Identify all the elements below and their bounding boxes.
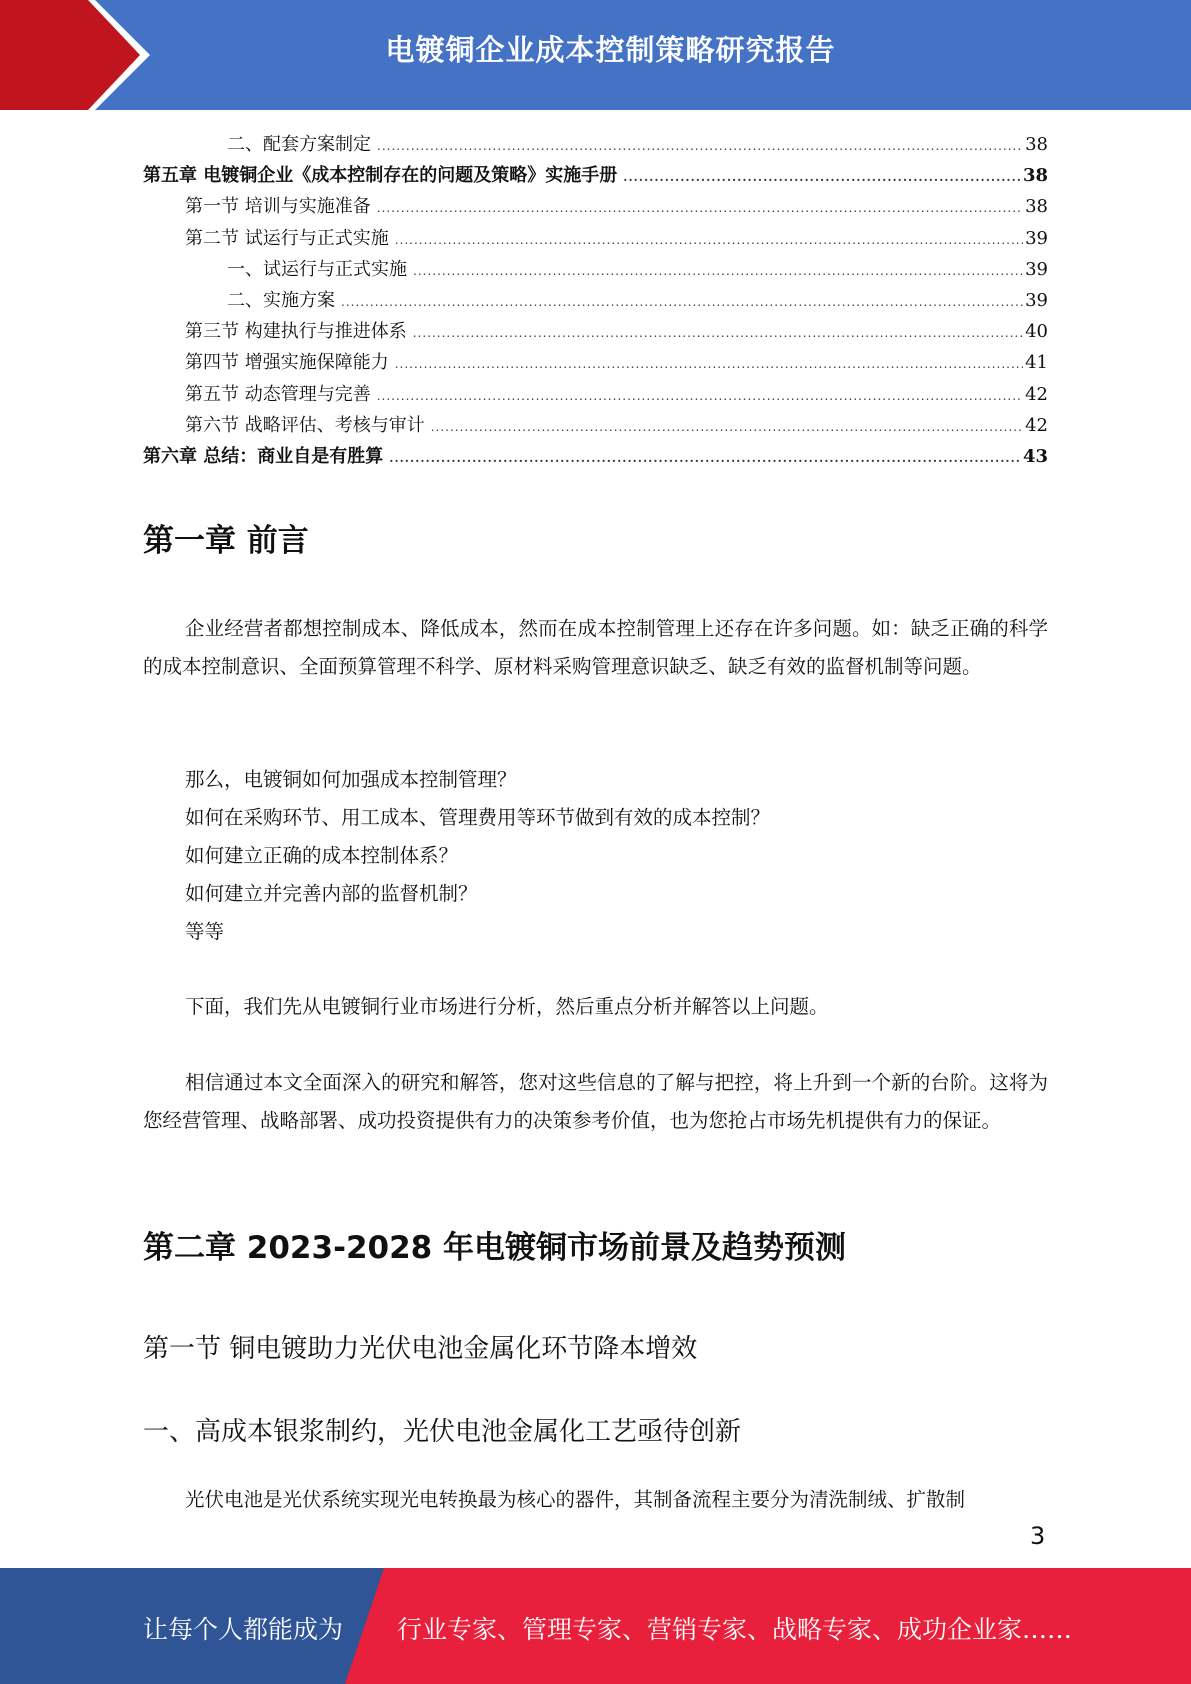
toc-leader-dots	[395, 357, 1023, 371]
toc-entry-title: 一、试运行与正式实施	[227, 258, 407, 280]
chapter-2-heading: 第二章 2023-2028 年电镀铜市场前景及趋势预测	[143, 1230, 847, 1266]
toc-entry-page: 42	[1025, 383, 1048, 405]
question-line: 那么，电镀铜如何加强成本控制管理？	[185, 768, 517, 791]
toc-entry[interactable]	[143, 255, 1048, 286]
question-line: 如何建立正确的成本控制体系？	[185, 844, 459, 867]
toc-leader-dots	[389, 451, 1021, 465]
toc-entry[interactable]	[143, 130, 1048, 161]
analysis-paragraph: 下面，我们先从电镀铜行业市场进行分析，然后重点分析并解答以上问题。	[185, 995, 829, 1018]
toc-entry-title: 第五节 动态管理与完善	[185, 383, 371, 405]
toc-entry-title: 第四节 增强实施保障能力	[185, 352, 389, 374]
toc-entry[interactable]	[143, 192, 1048, 223]
toc-entry-title: 第三节 构建执行与推进体系	[185, 321, 407, 343]
toc-leader-dots	[377, 201, 1023, 215]
toc-entry-page: 38	[1025, 134, 1048, 155]
toc-leader-dots	[413, 264, 1023, 278]
toc-leader-dots	[377, 139, 1023, 153]
section-1-heading: 第一节 铜电镀助力光伏电池金属化环节降本增效	[143, 1334, 698, 1364]
toc-leader-dots	[413, 326, 1023, 340]
toc-entry-title: 第一节 培训与实施准备	[185, 196, 371, 218]
toc-leader-dots	[341, 295, 1023, 309]
toc-entry[interactable]	[143, 411, 1048, 442]
toc-leader-dots	[431, 420, 1023, 434]
toc-entry-page: 39	[1025, 258, 1048, 280]
report-title: 电镀铜企业成本控制策略研究报告	[385, 33, 836, 67]
subsection-1-heading: 一、高成本银浆制约，光伏电池金属化工艺亟待创新	[143, 1417, 742, 1447]
toc-leader-dots	[377, 389, 1023, 403]
question-line: 如何建立并完善内部的监督机制？	[185, 882, 478, 905]
toc-entry-page: 39	[1025, 289, 1048, 311]
toc-entry[interactable]	[143, 317, 1048, 348]
footer-slogan-right: 行业专家、管理专家、营销专家、战略专家、成功企业家……	[397, 1615, 1073, 1644]
chapter-1-heading: 第一章 前言	[143, 523, 309, 559]
question-line: 如何在采购环节、用工成本、管理费用等环节做到有效的成本控制？	[185, 806, 771, 829]
toc-entry-title: 二、实施方案	[227, 289, 335, 311]
toc-entry-title: 第六节 战略评估、考核与审计	[185, 414, 425, 436]
toc-entry[interactable]	[143, 161, 1048, 192]
toc-entry[interactable]	[143, 224, 1048, 255]
photovoltaic-paragraph: 光伏电池是光伏系统实现光电转换最为核心的器件，其制备流程主要分为清洗制绒、扩散制	[185, 1488, 966, 1511]
toc-entry[interactable]	[143, 442, 1048, 473]
table-of-contents	[143, 130, 1048, 473]
toc-entry-page: 38	[1022, 165, 1048, 187]
toc-entry-title: 二、配套方案制定	[227, 134, 371, 155]
toc-entry-title: 第六章 总结：商业自是有胜算	[143, 445, 384, 467]
intro-paragraph: 企业经营者都想控制成本、降低成本，然而在成本控制管理上还存在许多问题。如：缺乏正确的科学的成本控制意识、全面预算管理不科学、原材料采购管理意识缺乏、缺乏有效的监督机制等问题。	[143, 617, 1048, 678]
toc-entry-title: 第二节 试运行与正式实施	[185, 227, 389, 249]
toc-entry[interactable]	[143, 348, 1048, 379]
toc-entry[interactable]	[143, 286, 1048, 317]
toc-entry[interactable]	[143, 380, 1048, 411]
toc-entry-page: 40	[1025, 321, 1048, 343]
toc-entry-page: 39	[1025, 227, 1048, 249]
question-line: 等等	[185, 920, 225, 943]
toc-entry-page: 41	[1025, 352, 1048, 374]
page-number: 3	[1030, 1522, 1046, 1550]
value-paragraph: 相信通过本文全面深入的研究和解答，您对这些信息的了解与把控，将上升到一个新的台阶。这将为您经营管理、战略部署、成功投资提供有力的决策参考价值，也为您抢占市场先机提供有力的保证。	[143, 1071, 1048, 1132]
toc-entry-title: 第五章 电镀铜企业《成本控制存在的问题及策略》实施手册	[143, 165, 618, 187]
toc-leader-dots	[623, 170, 1021, 184]
toc-leader-dots	[395, 233, 1023, 247]
footer-slogan-left: 让每个人都能成为	[143, 1615, 344, 1644]
toc-entry-page: 43	[1022, 445, 1048, 467]
page-footer	[0, 1568, 1191, 1684]
toc-entry-page: 42	[1025, 414, 1048, 436]
page-header	[0, 0, 1191, 110]
toc-entry-page: 38	[1025, 196, 1048, 218]
